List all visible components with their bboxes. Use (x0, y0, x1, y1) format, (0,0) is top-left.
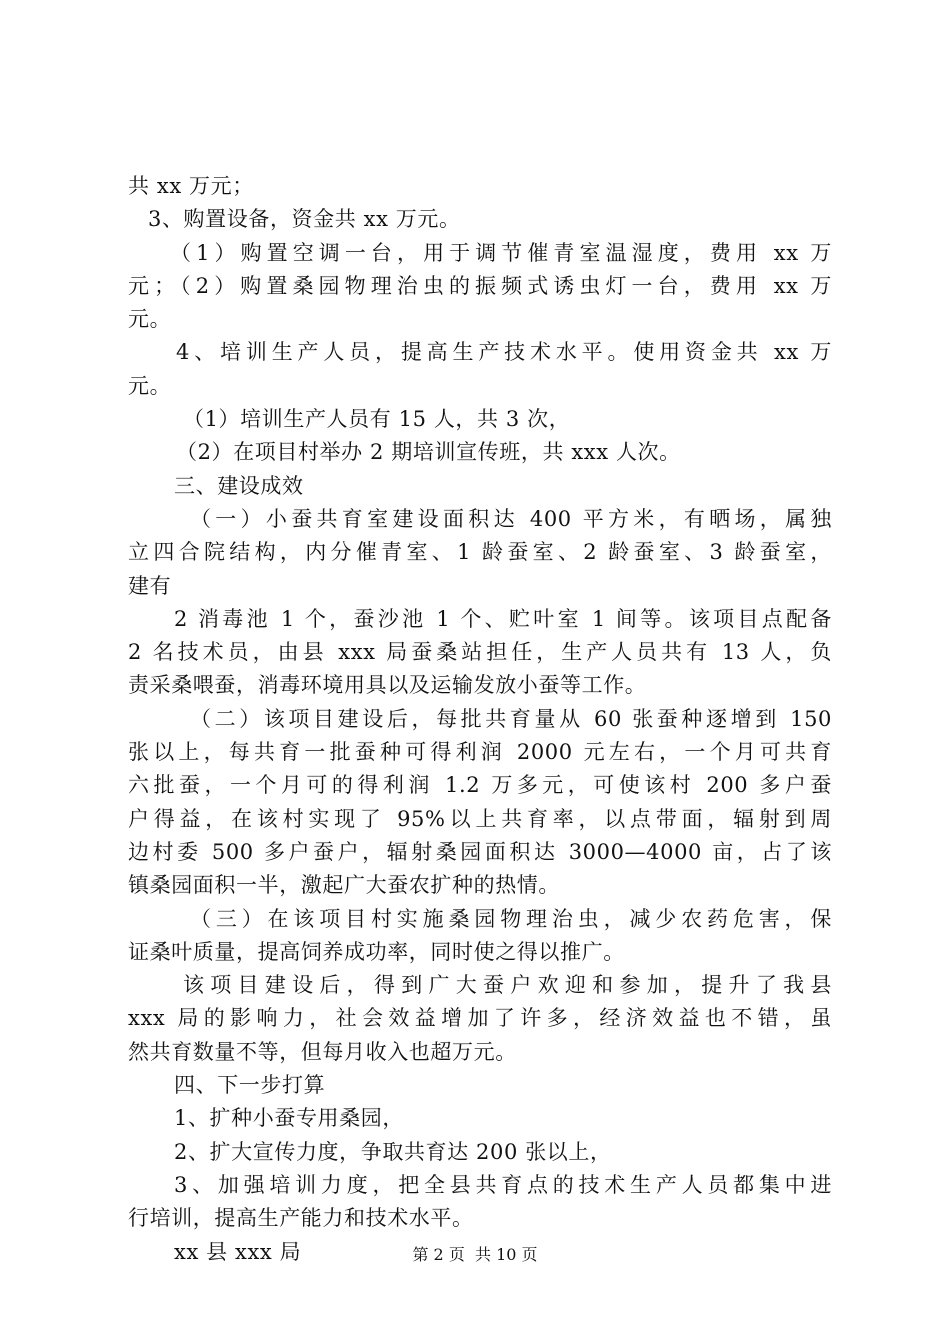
text-line: 共 xx 万元； (128, 174, 254, 198)
document-body (128, 170, 832, 1269)
text-line: 户得益，在该村实现了 95%以上共育率，以点带面，辐射到周 (128, 806, 832, 831)
text-line: （三）在该项目村实施桑园物理治虫，减少农药危害，保 (190, 906, 832, 931)
signature-line: xx 县 xxx 局 (174, 1239, 302, 1264)
text-line: 责采桑喂蚕，消毒环境用具以及运输发放小蚕等工作。 (128, 673, 647, 698)
text-line: 六批蚕，一个月可的得利润 1.2 万多元，可使该村 200 多户蚕 (128, 773, 832, 798)
text-line: 2 名技术员，由县 xxx 局蚕桑站担任，生产人员共有 13 人，负 (128, 640, 832, 665)
page-footer (0, 1242, 950, 1265)
text-line: 立四合院结构，内分催青室、1 龄蚕室、2 龄蚕室、3 龄蚕室， (128, 540, 832, 565)
text-line: 建有 (128, 573, 172, 598)
text-line: （二）该项目建设后，每批共育量从 60 张蚕种逐增到 150 (190, 706, 832, 731)
text-line: 镇桑园面积一半，激起广大蚕农扩种的热情。 (128, 873, 560, 898)
text-line: 张以上，每共育一批蚕种可得利润 2000 元左右，一个月可共育 (128, 740, 832, 765)
text-line: 元。 (128, 307, 172, 332)
text-line: （1）培训生产人员有 15 人，共 3 次， (183, 407, 571, 432)
text-line: 3、购置设备，资金共 xx 万元。 (148, 207, 461, 232)
text-line: （一）小蚕共育室建设面积达 400 平方米，有晒场，属独 (190, 506, 832, 531)
text-line: 边村委 500 多户蚕户，辐射桑园面积达 3000—4000 亩，占了该 (128, 839, 832, 864)
text-line: xxx 局的影响力，社会效益增加了许多，经济效益也不错，虽 (128, 1006, 832, 1031)
text-line: 2 消毒池 1 个，蚕沙池 1 个、贮叶室 1 间等。该项目点配备 (174, 606, 832, 631)
page-number: 第 2 页 共 10 页 (412, 1245, 538, 1264)
text-line: 元；（2）购置桑园物理治虫的振频式诱虫灯一台，费用 xx 万 (128, 273, 832, 298)
text-line: 4、培训生产人员，提高生产技术水平。使用资金共 xx 万 (176, 340, 832, 365)
text-line: （1）购置空调一台，用于调节催青室温湿度，费用 xx 万 (170, 240, 832, 265)
text-line: （2）在项目村举办 2 期培训宣传班，共 xxx 人次。 (176, 440, 681, 465)
text-line: 然共育数量不等，但每月收入也超万元。 (128, 1039, 517, 1064)
section-heading: 三、建设成效 (174, 473, 304, 498)
text-line: 证桑叶质量，提高饲养成功率，同时使之得以推广。 (128, 939, 625, 964)
text-line: 1、扩种小蚕专用桑园， (174, 1106, 404, 1131)
section-heading: 四、下一步打算 (174, 1073, 326, 1098)
text-line: 3、加强培训力度，把全县共育点的技术生产人员都集中进 (174, 1172, 832, 1197)
text-line: 该项目建设后，得到广大蚕户欢迎和参加，提升了我县 (183, 973, 832, 998)
text-line: 元。 (128, 373, 172, 398)
text-line: 2、扩大宣传力度，争取共育达 200 张以上， (174, 1139, 612, 1164)
text-line: 行培训，提高生产能力和技术水平。 (128, 1206, 474, 1231)
